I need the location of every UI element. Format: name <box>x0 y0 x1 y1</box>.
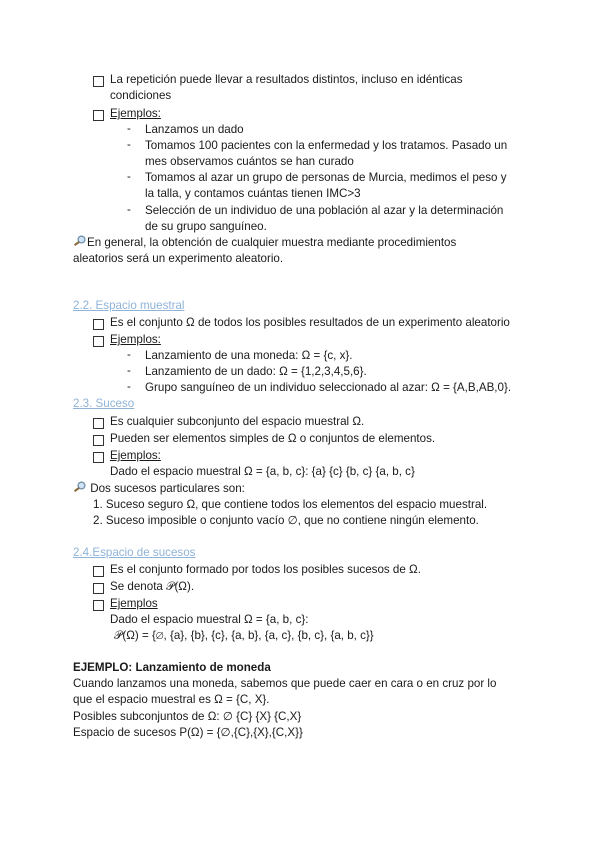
example-text: Dado el espacio muestral Ω = {a, b, c}: {a} {c} {b, c} {a, b, c} <box>110 465 415 478</box>
dash-marker: - <box>127 122 131 135</box>
note-line <box>73 481 245 497</box>
bullet-text: Es el conjunto formado por todos los posibles sucesos de Ω. <box>110 563 421 576</box>
examples-label: Ejemplos: <box>110 449 161 462</box>
numbered-item: 2. Suceso imposible o conjunto vacío ∅, que no contiene ningún elemento. <box>93 514 479 527</box>
list-item: Lanzamiento de un dado: Ω = {1,2,3,4,5,6}. <box>145 365 367 378</box>
example-text: que el espacio muestral es Ω = {C, X}. <box>73 693 270 706</box>
list-item: de su grupo sanguíneo. <box>145 220 267 233</box>
bullet-text: Pueden ser elementos simples de Ω o conjuntos de elementos. <box>110 432 436 445</box>
dash-marker: - <box>127 138 131 151</box>
dash-marker: - <box>127 203 131 216</box>
bullet-text: Se denota 𝒫(Ω). <box>110 580 195 593</box>
example-text: Cuando lanzamos una moneda, sabemos que puede caer en cara o en cruz por lo <box>73 677 497 690</box>
checkbox <box>93 418 104 429</box>
note-text: En general, la obtención de cualquier muestra mediante procedimientos <box>87 236 457 249</box>
list-item: Tomamos al azar un grupo de personas de Murcia, medimos el peso y <box>145 171 507 184</box>
checkbox <box>93 110 104 121</box>
list-item: la talla, y contamos cuántas tienen IMC>3 <box>145 187 361 200</box>
examples-label: Ejemplos: <box>110 107 161 120</box>
checkbox <box>93 600 104 611</box>
checkbox <box>93 435 104 446</box>
section-heading-espacio-de-sucesos: 2.4.Espacio de sucesos <box>73 546 196 559</box>
bullet-text: Es cualquier subconjunto del espacio muestral Ω. <box>110 415 365 428</box>
dash-marker: - <box>127 348 131 361</box>
section-heading-suceso: 2.3. Suceso <box>73 397 135 410</box>
power-set-formula: 𝒫(Ω) = {∅, {a}, {b}, {c}, {a, b}, {a, c}, {b, c}, {a, b, c}} <box>114 629 374 642</box>
note-text: aleatorios será un experimento aleatorio. <box>73 252 284 265</box>
example-title: EJEMPLO: Lanzamiento de moneda <box>73 661 271 674</box>
checkbox <box>93 76 104 87</box>
bullet-text: Es el conjunto Ω de todos los posibles resultados de un experimento aleatorio <box>110 316 510 329</box>
numbered-item: 1. Suceso seguro Ω, que contiene todos los elementos del espacio muestral. <box>93 498 488 511</box>
example-text: Posibles subconjuntos de Ω: ∅ {C} {X} {C,X} <box>73 710 302 723</box>
examples-label: Ejemplos <box>110 597 158 610</box>
bullet-text: La repetición puede llevar a resultados distintos, incluso en idénticas <box>110 73 463 86</box>
bullet-text: condiciones <box>110 89 172 102</box>
dash-marker: - <box>127 170 131 183</box>
note-line <box>73 235 456 251</box>
list-item: Lanzamiento de una moneda: Ω = {c, x}. <box>145 349 353 362</box>
list-item: Tomamos 100 pacientes con la enfermedad y los tratamos. Pasado un <box>145 139 508 152</box>
dash-marker: - <box>127 380 131 393</box>
section-heading-espacio-muestral: 2.2. Espacio muestral <box>73 299 185 312</box>
checkbox <box>93 566 104 577</box>
example-text: Espacio de sucesos P(Ω) = {∅,{C},{X},{C,X}} <box>73 726 303 739</box>
list-item: Lanzamos un dado <box>145 123 244 136</box>
list-item: Grupo sanguíneo de un individuo seleccionado al azar: Ω = {A,B,AB,0}. <box>145 381 512 394</box>
checkbox <box>93 319 104 330</box>
magnifier-icon <box>73 481 87 497</box>
magnifier-icon <box>73 235 87 251</box>
list-item: Selección de un individuo de una población al azar y la determinación <box>145 204 504 217</box>
checkbox <box>93 583 104 594</box>
list-item: mes observamos cuántos se han curado <box>145 155 354 168</box>
note-text: Dos sucesos particulares son: <box>90 482 245 495</box>
example-text: Dado el espacio muestral Ω = {a, b, c}: <box>110 613 309 626</box>
checkbox <box>93 336 104 347</box>
examples-label: Ejemplos: <box>110 333 161 346</box>
dash-marker: - <box>127 364 131 377</box>
checkbox <box>93 452 104 463</box>
